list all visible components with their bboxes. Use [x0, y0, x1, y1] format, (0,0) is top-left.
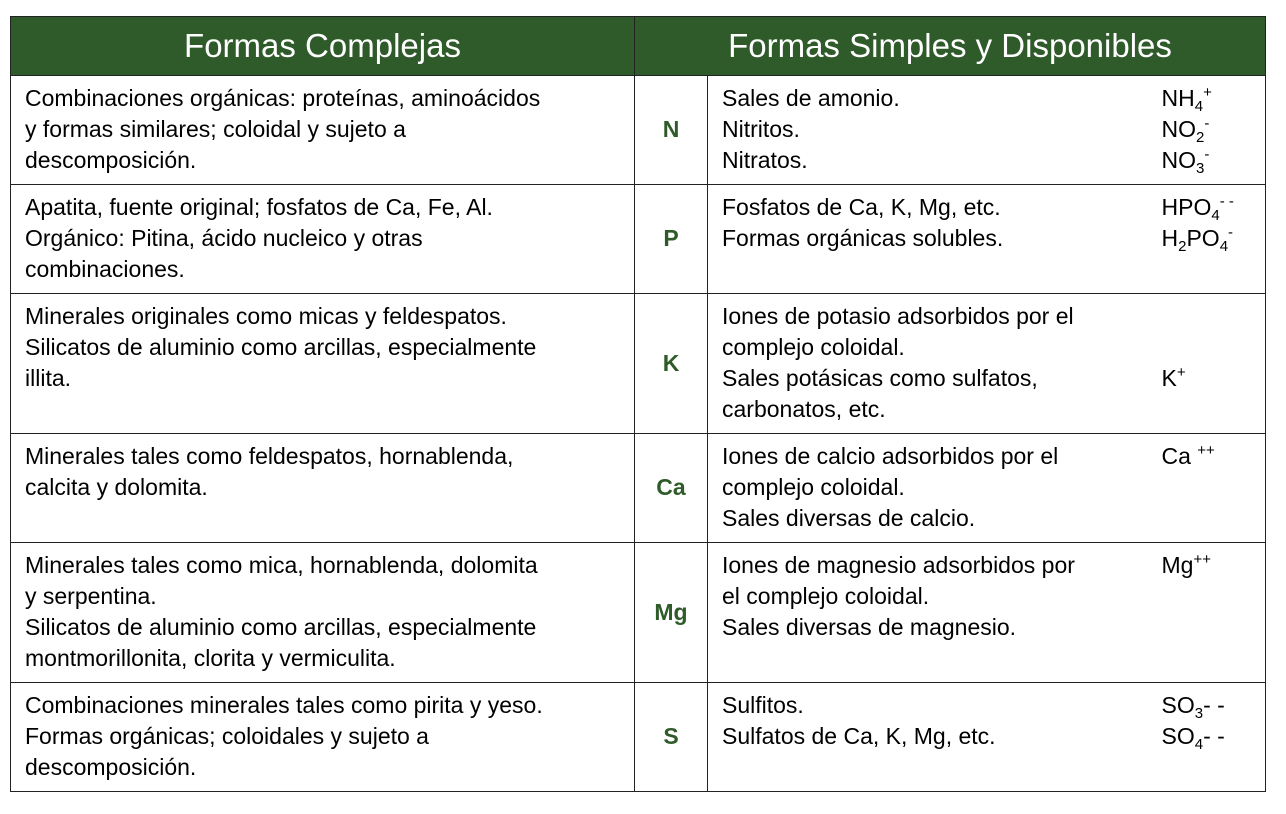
chemical-formula [1162, 363, 1266, 394]
simple-forms-line: Nitratos. [722, 147, 808, 173]
table-row [11, 185, 1266, 294]
formula-tail: - - [1203, 723, 1225, 749]
simple-forms-line: complejo coloidal. [722, 474, 905, 500]
simple-forms-line: Nitritos. [722, 116, 800, 142]
formula-base: H [1161, 225, 1179, 251]
formula-base: HPO [1161, 194, 1212, 220]
formula-cell [1150, 185, 1266, 294]
formula-sub: 4 [1194, 736, 1204, 753]
header-simple-forms: Formas Simples y Disponibles [635, 17, 1266, 76]
formula-base2: PO [1186, 225, 1220, 251]
complex-forms-cell [11, 294, 635, 434]
simple-forms-line: Sales diversas de magnesio. [722, 614, 1017, 640]
formula-cell [1150, 543, 1266, 683]
formula-sup: + [1203, 84, 1212, 101]
formula-base: NH [1161, 85, 1195, 111]
simple-forms-line: Iones de magnesio adsorbidos por [722, 552, 1075, 578]
formula-cell [1150, 434, 1266, 543]
formula-sup: - [1204, 146, 1210, 163]
simple-forms-line: Sales potásicas como sulfatos, [722, 365, 1038, 391]
simple-forms-line: el complejo coloidal. [722, 583, 930, 609]
complex-forms-line: Formas orgánicas; coloidales y sujeto a [25, 723, 429, 749]
chemical-formula [1162, 145, 1266, 176]
simple-forms-cell [708, 76, 1150, 185]
simple-forms-line: Sulfatos de Ca, K, Mg, etc. [722, 723, 996, 749]
complex-forms-cell [11, 434, 635, 543]
formula-sub: 4 [1211, 207, 1220, 224]
simple-forms-line: Iones de calcio adsorbidos por el [722, 443, 1059, 469]
simple-forms-cell [708, 543, 1150, 683]
element-symbol: P [635, 185, 708, 294]
formula-sup: - [1204, 115, 1210, 132]
simple-forms-line: complejo coloidal. [722, 334, 905, 360]
formula-base: NO [1161, 116, 1196, 142]
complex-forms-line: descomposición. [25, 754, 197, 780]
complex-forms-line: y serpentina. [25, 583, 157, 609]
chemical-formula [1162, 332, 1266, 363]
complex-forms-line: Silicatos de aluminio como arcillas, especialmente [25, 614, 537, 640]
complex-forms-line: Minerales tales como feldespatos, hornablenda, [25, 443, 514, 469]
complex-forms-cell [11, 543, 635, 683]
header-row [11, 17, 1266, 76]
complex-forms-line: Silicatos de aluminio como arcillas, especialmente [25, 334, 537, 360]
complex-forms-line: Combinaciones minerales tales como pirita y yeso. [25, 692, 543, 718]
formula-base: Mg [1161, 552, 1194, 578]
formula-sup: ++ [1197, 442, 1215, 459]
complex-forms-cell [11, 76, 635, 185]
simple-forms-cell [708, 294, 1150, 434]
formula-sup: + [1176, 364, 1186, 381]
nutrient-forms-table [10, 16, 1266, 792]
formula-sup: - [1228, 224, 1234, 241]
formula-sub: 3 [1196, 160, 1205, 177]
chemical-formula [1162, 114, 1266, 145]
simple-forms-cell [708, 185, 1150, 294]
complex-forms-line: calcita y dolomita. [25, 474, 208, 500]
chemical-formula [1162, 83, 1266, 114]
complex-forms-line: Minerales tales como mica, hornablenda, dolomita [25, 552, 538, 578]
simple-forms-line: Fosfatos de Ca, K, Mg, etc. [722, 194, 1001, 220]
simple-forms-cell [708, 434, 1150, 543]
simple-forms-line: Iones de potasio adsorbidos por el [722, 303, 1074, 329]
formula-sub: 3 [1194, 705, 1204, 722]
element-symbol: S [635, 683, 708, 792]
table-row [11, 76, 1266, 185]
complex-forms-line: combinaciones. [25, 256, 185, 282]
formula-sub: 2 [1196, 129, 1205, 146]
simple-forms-line: Sales de amonio. [722, 85, 900, 111]
chemical-formula [1162, 441, 1266, 472]
formula-base: K [1161, 365, 1177, 391]
simple-forms-cell [708, 683, 1150, 792]
formula-tail: - - [1203, 692, 1225, 718]
header-complex-forms: Formas Complejas [11, 17, 635, 76]
chemical-formula [1162, 550, 1266, 581]
formula-base: NO [1161, 147, 1196, 173]
simple-forms-line: Sales diversas de calcio. [722, 505, 976, 531]
complex-forms-line: Apatita, fuente original; fosfatos de Ca, Fe, Al. [25, 194, 493, 220]
formula-sub: 2 [1178, 238, 1187, 255]
complex-forms-line: illita. [25, 365, 72, 391]
complex-forms-line: descomposición. [25, 147, 197, 173]
formula-sub: 4 [1194, 98, 1204, 115]
table-body [11, 76, 1266, 792]
simple-forms-line: carbonatos, etc. [722, 396, 886, 422]
simple-forms-line: Sulfitos. [722, 692, 804, 718]
formula-base: Ca [1161, 443, 1198, 469]
table-row [11, 543, 1266, 683]
element-symbol: K [635, 294, 708, 434]
element-symbol: N [635, 76, 708, 185]
chemical-formula [1162, 721, 1266, 752]
formula-sup: ++ [1193, 551, 1211, 568]
complex-forms-cell [11, 683, 635, 792]
formula-cell [1150, 294, 1266, 434]
complex-forms-line: Orgánico: Pitina, ácido nucleico y otras [25, 225, 423, 251]
element-symbol: Mg [635, 543, 708, 683]
table-row [11, 434, 1266, 543]
formula-base: SO [1161, 723, 1195, 749]
complex-forms-line: y formas similares; coloidal y sujeto a [25, 116, 406, 142]
formula-base: SO [1161, 692, 1195, 718]
complex-forms-line: Minerales originales como micas y feldespatos. [25, 303, 507, 329]
table-row [11, 683, 1266, 792]
formula-cell [1150, 683, 1266, 792]
chemical-formula [1162, 223, 1266, 254]
chemical-formula [1162, 301, 1266, 332]
chemical-formula [1162, 192, 1266, 223]
chemical-formula [1162, 690, 1266, 721]
table-row [11, 294, 1266, 434]
formula-cell [1150, 76, 1266, 185]
complex-forms-line: montmorillonita, clorita y vermiculita. [25, 645, 396, 671]
formula-sup: - - [1219, 193, 1234, 210]
element-symbol: Ca [635, 434, 708, 543]
formula-sub2: 4 [1219, 238, 1229, 255]
simple-forms-line: Formas orgánicas solubles. [722, 225, 1004, 251]
complex-forms-cell [11, 185, 635, 294]
complex-forms-line: Combinaciones orgánicas: proteínas, aminoácidos [25, 85, 541, 111]
